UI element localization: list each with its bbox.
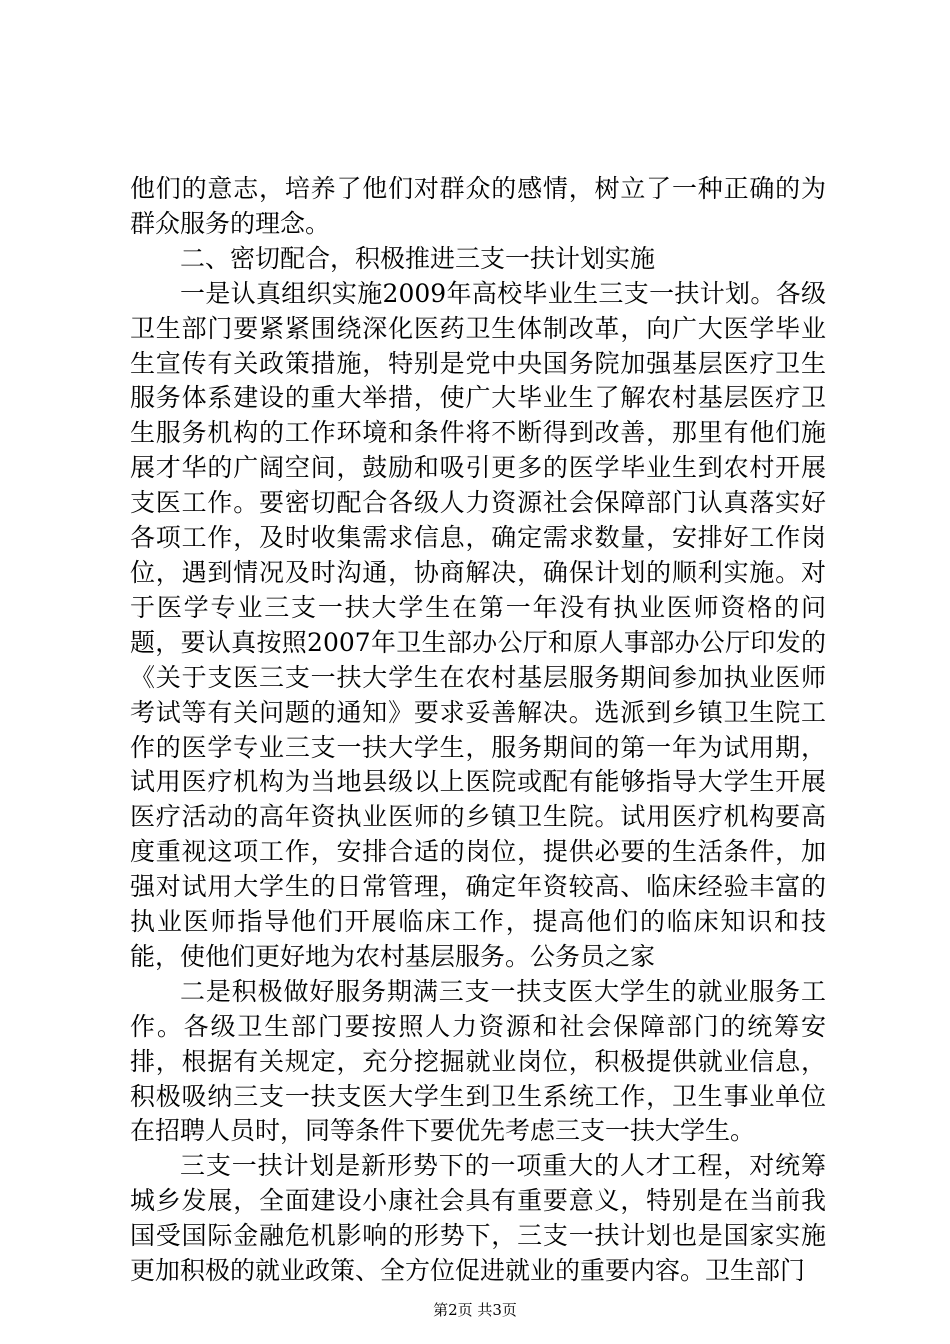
- page-footer: [0, 1301, 950, 1319]
- page-number: 第2页 共3页: [433, 1301, 517, 1319]
- paragraph-closing: 三支一扶计划是新形势下的一项重大的人才工程，对统筹城乡发展，全面建设小康社会具有重要意义，特别是在当前我国受国际金融危机影响的形势下，三支一扶计划也是国家实施更加积极的就业政策、全方位促进就业的重要内容。卫生部门: [130, 1151, 826, 1286]
- paragraph-continuation: 他们的意志，培养了他们对群众的感情，树立了一种正确的为群众服务的理念。: [130, 174, 826, 238]
- section-heading: 二、密切配合，积极推进三支一扶计划实施: [180, 243, 656, 273]
- paragraph-item-one: 一是认真组织实施2009年高校毕业生三支一扶计划。各级卫生部门要紧紧围绕深化医药卫生体制改革，向广大医学毕业生宣传有关政策措施，特别是党中央国务院加强基层医疗卫生服务体系建设的重大举措，使广大毕业生了解农村基层医疗卫生服务机构的工作环境和条件将不断得到改善，那里有他们施展才华的广阔空间，鼓励和吸引更多的医学毕业生到农村开展支医工作。要密切配合各级人力资源社会保障部门认真落实好各项工作，及时收集需求信息，确定需求数量，安排好工作岗位，遇到情况及时沟通，协商解决，确保计划的顺利实施。对于医学专业三支一扶大学生在第一年没有执业医师资格的问题，要认真按照2007年卫生部办公厅和原人事部办公厅印发的《关于支医三支一扶大学生在农村基层服务期间参加执业医师考试等有关问题的通知》要求妥善解决。选派到乡镇卫生院工作的医学专业三支一扶大学生，服务期间的第一年为试用期，试用医疗机构为当地县级以上医院或配有能够指导大学生开展医疗活动的高年资执业医师的乡镇卫生院。试用医疗机构要高度重视这项工作，安排合适的岗位，提供必要的生活条件，加强对试用大学生的日常管理，确定年资较高、临床经验丰富的执业医师指导他们开展临床工作，提高他们的临床知识和技能，使他们更好地为农村基层服务。公务员之家: [130, 278, 826, 971]
- body-text: [130, 172, 826, 1289]
- paragraph-item-two: 二是积极做好服务期满三支一扶支医大学生的就业服务工作。各级卫生部门要按照人力资源和社会保障部门的统筹安排，根据有关规定，充分挖掘就业岗位，积极提供就业信息，积极吸纳三支一扶支医大学生到卫生系统工作，卫生事业单位在招聘人员时，同等条件下要优先考虑三支一扶大学生。: [130, 976, 826, 1146]
